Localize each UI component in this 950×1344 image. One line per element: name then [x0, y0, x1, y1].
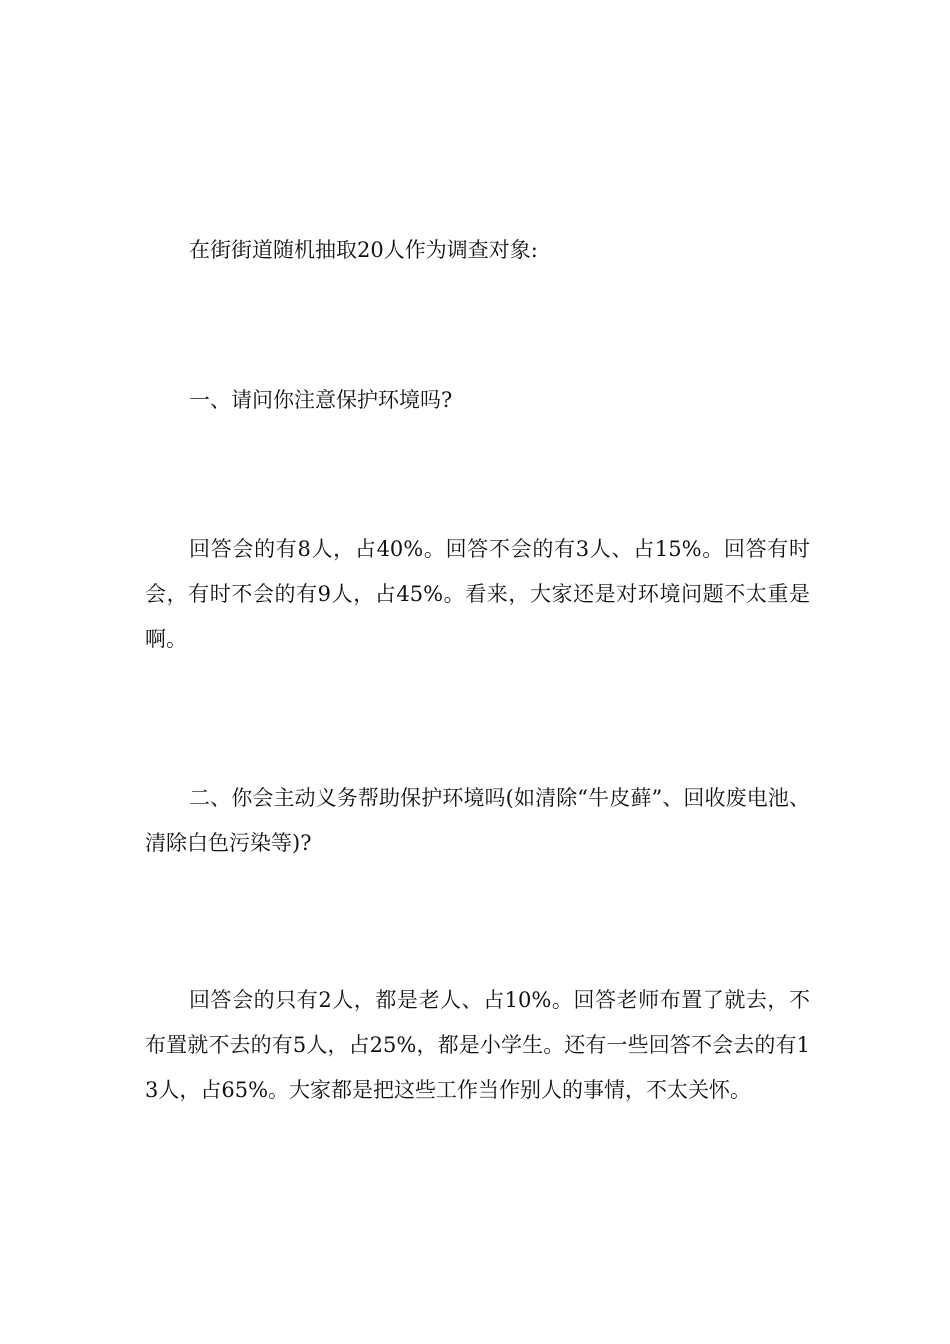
question-1-heading: 一、请问你注意保护环境吗? — [189, 388, 453, 412]
question-1-answer-paragraph: 回答会的有8人，占40%。回答不会的有3人、占15%。回答有时会，有时不会的有9人，占45%。看来，大家还是对环境问题不太重是啊。 — [145, 537, 810, 651]
survey-intro-paragraph: 在街街道随机抽取20人作为调查对象: — [189, 238, 538, 262]
question-2-heading: 二、你会主动义务帮助保护环境吗(如清除“牛皮藓”、回收废电池、清除白色污染等)? — [145, 786, 810, 855]
question-2-answer-paragraph: 回答会的只有2人，都是老人、占10%。回答老师布置了就去，不布置就不去的有5人，占25%，都是小学生。还有一些回答不会去的有13人，占65%。大家都是把这些工作当作别人的事情，不太关怀。 — [145, 988, 810, 1102]
